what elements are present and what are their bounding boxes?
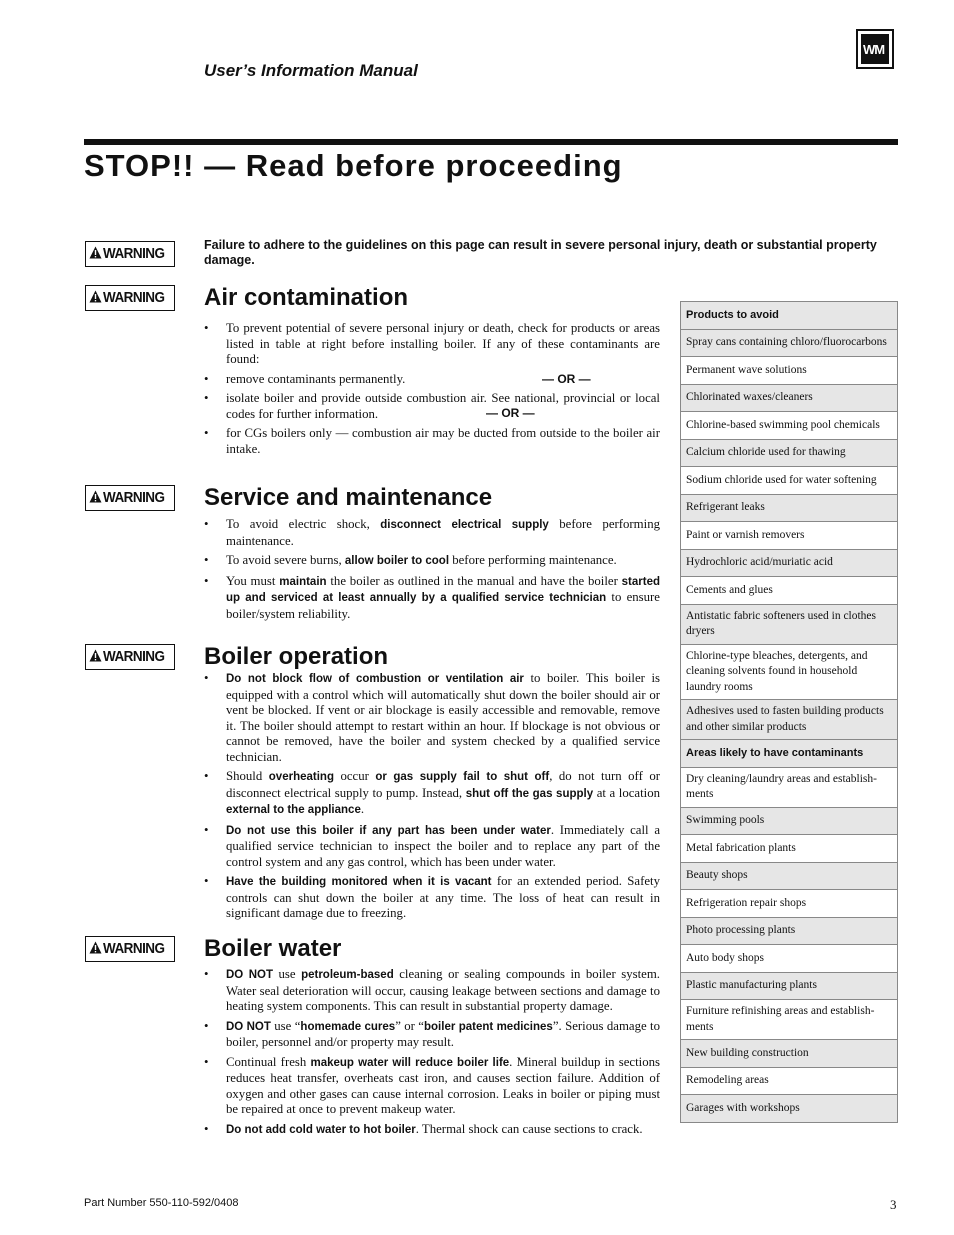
title-rule: [84, 139, 898, 145]
table-cell: Cements and glues: [681, 577, 898, 605]
service-list: [204, 517, 660, 626]
warning-label: WARNING: [85, 485, 175, 511]
list-item: • Do not add cold water to hot boiler. Thermal shock can cause sections to crack.: [204, 1122, 660, 1139]
table-row: [681, 522, 898, 550]
table-cell: Furniture refinishing areas and establishments: [681, 1000, 898, 1040]
intro-warning-text: Failure to adhere to the guidelines on this page can result in severe personal injury, death or substantial property damage.: [204, 238, 877, 267]
table-cell: Areas likely to have contaminants: [681, 740, 898, 768]
section-title-operation: Boiler operation: [204, 643, 389, 670]
list-item: • To prevent potential of severe personal injury or death, check for products or areas listed in table at right before installing boiler. If any of these contaminants are found:: [204, 321, 660, 368]
list-item: • To avoid severe burns, allow boiler to cool before performing maintenance.: [204, 553, 660, 570]
part-number: Part Number 550-110-592/0408: [84, 1197, 239, 1209]
table-row: [681, 439, 898, 467]
section-title-water: Boiler water: [204, 935, 342, 962]
table-cell: Adhesives used to fasten building products and other similar products: [681, 700, 898, 740]
list-item: • DO NOT use “homemade cures” or “boiler patent medicines”. Serious damage to boiler, personnel and/or property may result.: [204, 1019, 660, 1051]
list-item: • Continual fresh makeup water will reduce boiler life. Mineral buildup in sections reduces heat transfer, overheats cast iron, and causes section failure. Addition of oxygen and other gases can cause internal corrosion. Leaks in boiler or piping must be repaired at once to prevent makeup water.: [204, 1055, 660, 1118]
list-item: • To avoid electric shock, disconnect electrical supply before performing maintenance.: [204, 517, 660, 549]
warning-triangle-icon: [89, 941, 102, 954]
table-row: [681, 890, 898, 918]
warning-label: WARNING: [85, 936, 175, 962]
page-title: STOP!! — Read before proceeding: [84, 148, 623, 183]
table-cell: Paint or varnish removers: [681, 522, 898, 550]
list-item: • Do not block flow of combustion or ventilation air to boiler. This boiler is equipped with a control which will automatically shut down the boiler should air or vent be blocked. If vent or air blockage is easily accessible and removable, remove it. The boiler should attempt to restart within an hour. If blockage is not obvious or cannot be removed, have the boiler and system checked by a qualified service technician.: [204, 671, 660, 765]
table-row: [681, 862, 898, 890]
table-row: [681, 767, 898, 807]
list-item: • Have the building monitored when it is vacant for an extended period. Safety controls can shut down the boiler at any time. The loss of heat can result in significant damage due to freezing.: [204, 874, 660, 922]
table-row: [681, 384, 898, 412]
table-cell: Photo processing plants: [681, 917, 898, 945]
table-cell: Sodium chloride used for water softening: [681, 467, 898, 495]
list-item: • Should overheating occur or gas supply fail to shut off, do not turn off or disconnect electrical supply to pump. Instead, shut off the gas supply at a location external to the appliance.: [204, 769, 660, 819]
table-cell: Auto body shops: [681, 945, 898, 973]
brand-logo: WM: [856, 29, 894, 69]
table-row: [681, 917, 898, 945]
table-cell: Products to avoid: [681, 302, 898, 330]
air-contamination-list: [204, 321, 660, 461]
contaminants-table: [680, 301, 898, 1123]
table-row: [681, 577, 898, 605]
operation-list: [204, 671, 660, 926]
table-cell: Garages with workshops: [681, 1095, 898, 1123]
table-cell: New building construction: [681, 1040, 898, 1068]
list-item: • isolate boiler and provide outside combustion air. See national, provincial or local codes for further information. — OR —: [204, 391, 660, 422]
list-item: • for CGs boilers only — combustion air may be ducted from outside to the boiler air intake.: [204, 426, 660, 457]
table-cell: Plastic manufacturing plants: [681, 972, 898, 1000]
warning-triangle-icon: [89, 246, 102, 259]
table-row: [681, 494, 898, 522]
table-cell: Hydrochloric acid/muriatic acid: [681, 549, 898, 577]
table-cell: Chlorine-based swimming pool chemicals: [681, 412, 898, 440]
table-cell: Refrigerant leaks: [681, 494, 898, 522]
list-item: • DO NOT use petroleum-based cleaning or sealing compounds in boiler system. Water seal deterioration will occur, causing leakage between sections and damage to heating system components. This can result in substantial property damage.: [204, 967, 660, 1015]
table-row: [681, 835, 898, 863]
table-row: [681, 1095, 898, 1123]
table-header-products: [681, 302, 898, 330]
list-item: • You must maintain the boiler as outlined in the manual and have the boiler started up and serviced at least annually by a qualified service technician to ensure boiler/system reliability.: [204, 574, 660, 623]
page-number: 3: [890, 1197, 897, 1212]
table-cell: Dry cleaning/laundry areas and establishments: [681, 767, 898, 807]
table-row: [681, 467, 898, 495]
table-cell: Swimming pools: [681, 807, 898, 835]
table-cell: Refrigeration repair shops: [681, 890, 898, 918]
table-row: [681, 357, 898, 385]
table-header-areas: [681, 740, 898, 768]
table-cell: Spray cans containing chloro/fluorocarbons: [681, 329, 898, 357]
table-cell: Chlorine-type bleaches, detergents, and cleaning solvents found in household laundry rooms: [681, 644, 898, 700]
table-row: [681, 700, 898, 740]
table-cell: Permanent wave solutions: [681, 357, 898, 385]
table-cell: Chlorinated waxes/cleaners: [681, 384, 898, 412]
warning-triangle-icon: [89, 649, 102, 662]
warning-label: WARNING: [85, 285, 175, 311]
table-row: [681, 1040, 898, 1068]
table-cell: Metal fabrication plants: [681, 835, 898, 863]
warning-label: WARNING: [85, 241, 175, 267]
table-cell: Calcium chloride used for thawing: [681, 439, 898, 467]
table-row: [681, 807, 898, 835]
table-cell: Antistatic fabric softeners used in clothes dryers: [681, 604, 898, 644]
list-item: • Do not use this boiler if any part has been under water. Immediately call a qualified service technician to inspect the boiler and to replace any part of the control system and any gas control, which has been under water.: [204, 823, 660, 871]
table-row: [681, 1000, 898, 1040]
table-row: [681, 329, 898, 357]
manual-title: User’s Information Manual: [204, 61, 418, 80]
warning-triangle-icon: [89, 490, 102, 503]
warning-label: WARNING: [85, 644, 175, 670]
table-row: [681, 945, 898, 973]
section-title-service: Service and maintenance: [204, 484, 493, 511]
section-title-air-contamination: Air contamination: [204, 284, 409, 311]
table-row: [681, 1067, 898, 1095]
warning-triangle-icon: [89, 290, 102, 303]
table-row: [681, 644, 898, 700]
table-cell: Beauty shops: [681, 862, 898, 890]
water-list: [204, 967, 660, 1142]
table-row: [681, 972, 898, 1000]
table-row: [681, 549, 898, 577]
list-item: • remove contaminants permanently. — OR —: [204, 372, 660, 388]
table-row: [681, 604, 898, 644]
table-row: [681, 412, 898, 440]
table-cell: Remodeling areas: [681, 1067, 898, 1095]
